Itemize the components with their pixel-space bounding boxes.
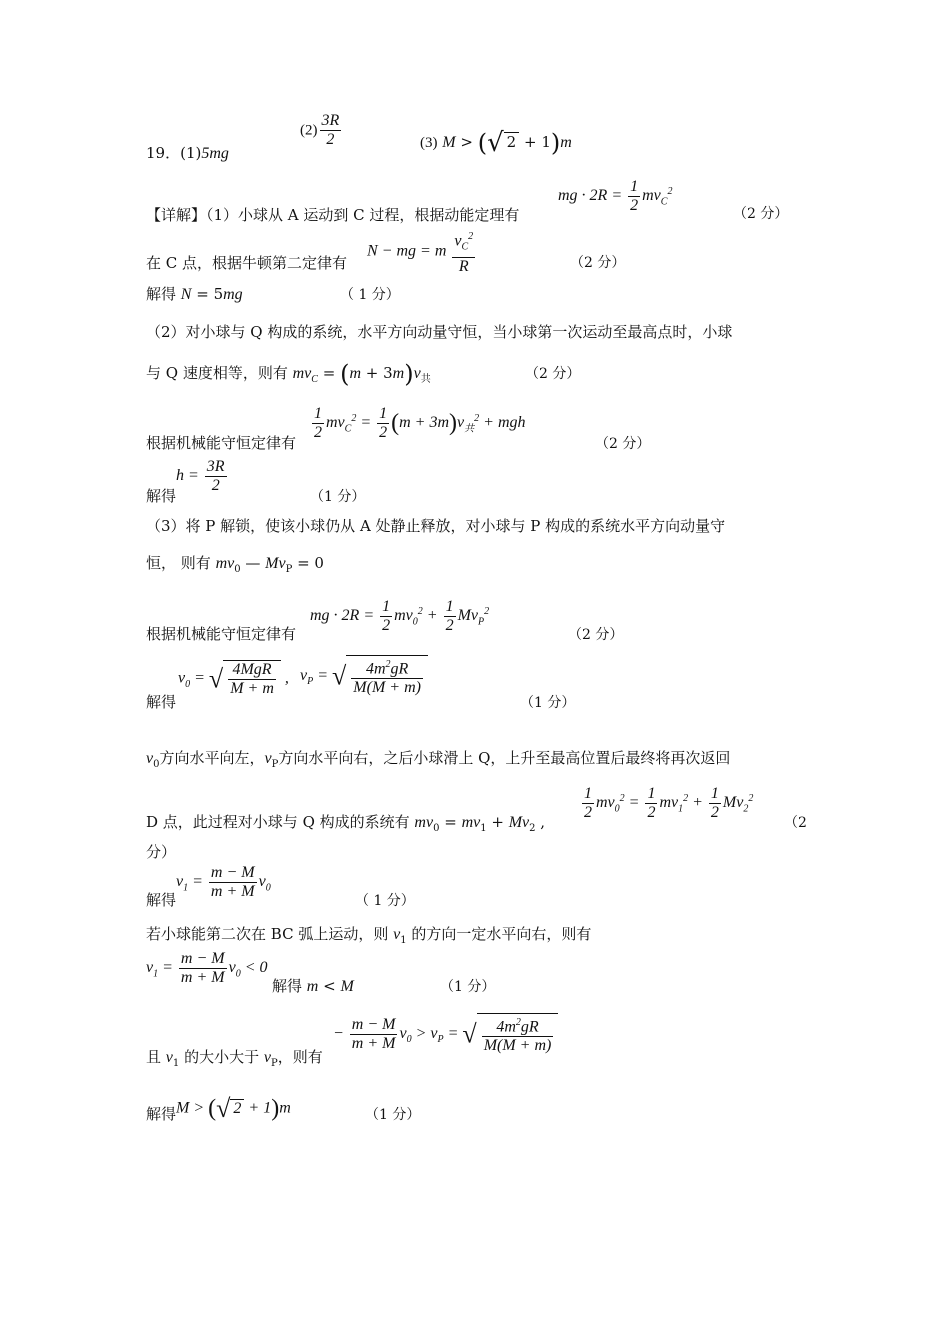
detail-line-14: 解得 bbox=[146, 891, 177, 909]
detail-line-2: 在 C 点，根据牛顿第二定律有 bbox=[146, 254, 348, 272]
score-11: （1 分） bbox=[440, 979, 496, 995]
detail-line-1: 【详解】（1）小球从 A 运动到 C 过程，根据动能定理有 bbox=[146, 206, 520, 224]
equation-energy-1: mg · 2R = $\frac{1}{2}$ $mv_C^2$ bbox=[558, 178, 673, 214]
equation-v0: $v_0$ = √ $\frac{\text{4MgR}}{M + m}$ , bbox=[178, 661, 289, 697]
detail-line-12: $v_0$方向水平向左，$v_P$方向水平向右，之后小球滑上 Q，上升至最高位置后最终将再次返回 bbox=[146, 749, 731, 770]
score-1: （2 分） bbox=[733, 206, 789, 222]
equation-h: h = $\frac{3R}{2}$ bbox=[176, 458, 225, 494]
score-5: （2 分） bbox=[595, 436, 651, 452]
detail-line-15: 若小球能第二次在 BC 弧上运动，则 $v_1$ 的方向一定水平向右，则有 bbox=[146, 925, 592, 946]
detail-line-11: 解得 bbox=[146, 693, 177, 711]
detail-line-8: （3）将 P 解锁，使该小球仍从 A 处静止释放，对小球与 P 构成的系统水平方向动量守 bbox=[146, 517, 726, 535]
score-6: （1 分） bbox=[310, 489, 366, 505]
answer-summary: 19．(1)5mg bbox=[146, 144, 229, 162]
score-10: （ 1 分） bbox=[355, 893, 415, 909]
answer-1: 5mg bbox=[201, 145, 229, 162]
detail-line-17: 且 $v_1$ 的大小大于 $v_P$，则有 bbox=[146, 1048, 323, 1069]
score-2: （2 分） bbox=[570, 255, 626, 271]
detail-line-9: 恒， 则有 $mv_0$ — $Mv_P = 0$ bbox=[146, 554, 324, 575]
equation-newton: N − mg = m $\frac{v_C^2}{R}$ bbox=[367, 228, 477, 276]
detail-line-18: 解得 bbox=[146, 1105, 177, 1123]
answer-3: (3) M > (√ 2 + 1)m bbox=[420, 128, 572, 158]
detail-line-6: 根据机械能守恒定律有 bbox=[146, 434, 297, 452]
equation-v1-negative: $v_1$ = $\frac{m - M}{m + M}$ $v_0 < 0$ bbox=[146, 950, 268, 986]
detail-line-13b: 分） bbox=[146, 843, 177, 861]
detail-line-3: 解得 N = 5mg bbox=[146, 285, 243, 303]
detail-line-7: 解得 bbox=[146, 487, 177, 505]
answer-2: (2) $\frac{3R}{2}$ bbox=[300, 112, 340, 148]
score-4: （2 分） bbox=[525, 366, 581, 382]
equation-inequality: − $\frac{m - M}{m + M}$ $v_0 > v_P$ = √ $\frac{4m^2gR}{M(M + m)}$ bbox=[333, 1013, 558, 1055]
equation-energy-2: $\frac{1}{2}$ $mv_C^2$ = $\frac{1}{2}$ $(m + 3m)v_共^2$ + mgh bbox=[314, 405, 526, 441]
equation-energy-3: mg · 2R = $\frac{1}{2}$ $mv_0^2$ + $\frac{1}{2}$ $Mv_P^2$ bbox=[310, 598, 490, 634]
equation-energy-4: $\frac{1}{2}$ $mv_0^2$ = $\frac{1}{2}$ $mv_1^2$ + $\frac{1}{2}$ $Mv_2^2$ bbox=[584, 785, 754, 821]
equation-v1: $v_1$ = $\frac{m - M}{m + M}$ $v_0$ bbox=[176, 864, 271, 900]
score-9: （2 bbox=[784, 815, 807, 831]
score-8: （1 分） bbox=[520, 695, 576, 711]
score-3: （ 1 分） bbox=[340, 287, 400, 303]
detail-line-5: 与 Q 速度相等，则有 $mv_C = (m + 3m)v_共$ bbox=[146, 360, 431, 388]
detail-line-10: 根据机械能守恒定律有 bbox=[146, 625, 297, 643]
detail-line-16: 解得 m < M bbox=[272, 977, 354, 995]
score-7: （2 分） bbox=[568, 627, 624, 643]
detail-line-13: D 点，此过程对小球与 Q 构成的系统有 $mv_0 = mv_1 + Mv_2$ , bbox=[146, 813, 546, 834]
equation-vp: $v_P$ = √ $\frac{4m^2gR}{M(M + m)}$ bbox=[300, 655, 428, 697]
equation-final: M > (√ 2 + 1)m bbox=[176, 1094, 291, 1123]
detail-line-4: （2）对小球与 Q 构成的系统，水平方向动量守恒，当小球第一次运动至最高点时，小球 bbox=[146, 323, 733, 341]
score-12: （1 分） bbox=[365, 1107, 421, 1123]
